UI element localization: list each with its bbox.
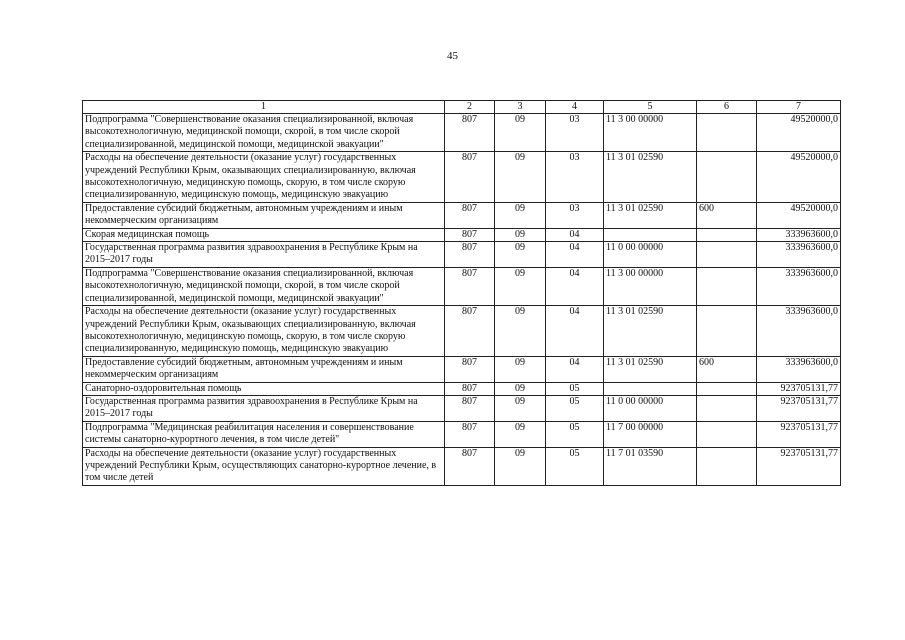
subsection-code-cell: 04: [546, 267, 604, 305]
expense-type-cell: [697, 152, 757, 203]
amount-cell: 49520000,0: [757, 114, 841, 152]
subsection-code-cell: 05: [546, 395, 604, 421]
amount-cell: 333963600,0: [757, 267, 841, 305]
header-row: [83, 101, 841, 114]
expense-type-cell: [697, 447, 757, 485]
grbs-code-cell: 807: [445, 228, 495, 241]
section-code-cell: 09: [495, 306, 546, 357]
table-row: [83, 202, 841, 228]
table-row: [83, 114, 841, 152]
expense-type-cell: [697, 382, 757, 395]
table-row: [83, 447, 841, 485]
target-article-cell: 11 0 00 00000: [604, 395, 697, 421]
section-code-cell: 09: [495, 395, 546, 421]
target-article-cell: 11 7 00 00000: [604, 421, 697, 447]
table-row: [83, 267, 841, 305]
amount-cell: 923705131,77: [757, 382, 841, 395]
subsection-code-cell: 03: [546, 114, 604, 152]
amount-cell: 333963600,0: [757, 228, 841, 241]
page-number: 45: [447, 50, 458, 62]
target-article-cell: 11 7 01 03590: [604, 447, 697, 485]
target-article-cell: [604, 228, 697, 241]
target-article-cell: 11 3 01 02590: [604, 152, 697, 203]
expense-type-cell: [697, 242, 757, 268]
table-row: [83, 421, 841, 447]
amount-cell: 49520000,0: [757, 202, 841, 228]
table-row: [83, 382, 841, 395]
table-row: [83, 395, 841, 421]
grbs-code-cell: 807: [445, 202, 495, 228]
target-article-cell: 11 3 01 02590: [604, 202, 697, 228]
target-article-cell: 11 3 01 02590: [604, 356, 697, 382]
grbs-code-cell: 807: [445, 421, 495, 447]
column-header: 1: [83, 101, 445, 114]
row-name-cell: Государственная программа развития здравоохранения в Республике Крым на 2015–2017 годы: [83, 242, 445, 268]
grbs-code-cell: 807: [445, 114, 495, 152]
table-row: [83, 356, 841, 382]
subsection-code-cell: 05: [546, 382, 604, 395]
row-name-cell: Санаторно-оздоровительная помощь: [83, 382, 445, 395]
target-article-cell: [604, 382, 697, 395]
column-header: 4: [546, 101, 604, 114]
grbs-code-cell: 807: [445, 382, 495, 395]
row-name-cell: Подпрограмма "Совершенствование оказания специализированной, включая высокотехнологичную, медицинской помощи, скорой, в том числе скорой специализированной, медицинской помощи, медицинской эвакуации": [83, 267, 445, 305]
column-header: 3: [495, 101, 546, 114]
amount-cell: 923705131,77: [757, 421, 841, 447]
column-header: 2: [445, 101, 495, 114]
subsection-code-cell: 03: [546, 152, 604, 203]
column-header: 7: [757, 101, 841, 114]
expense-type-cell: 600: [697, 356, 757, 382]
row-name-cell: Расходы на обеспечение деятельности (оказание услуг) государственных учреждений Республики Крым, осуществляющих санаторно-курортное лечение, в том числе детей: [83, 447, 445, 485]
amount-cell: 333963600,0: [757, 356, 841, 382]
amount-cell: 333963600,0: [757, 242, 841, 268]
subsection-code-cell: 04: [546, 228, 604, 241]
table-row: [83, 306, 841, 357]
table-row: [83, 152, 841, 203]
section-code-cell: 09: [495, 267, 546, 305]
section-code-cell: 09: [495, 382, 546, 395]
expense-type-cell: [697, 267, 757, 305]
column-header: 6: [697, 101, 757, 114]
expense-type-cell: [697, 421, 757, 447]
grbs-code-cell: 807: [445, 356, 495, 382]
row-name-cell: Подпрограмма "Совершенствование оказания специализированной, включая высокотехнологичную, медицинской помощи, скорой, в том числе скорой специализированной, медицинской помощи, медицинской эвакуации": [83, 114, 445, 152]
amount-cell: 923705131,77: [757, 395, 841, 421]
target-article-cell: 11 3 00 00000: [604, 114, 697, 152]
subsection-code-cell: 05: [546, 447, 604, 485]
column-header: 5: [604, 101, 697, 114]
section-code-cell: 09: [495, 447, 546, 485]
section-code-cell: 09: [495, 152, 546, 203]
section-code-cell: 09: [495, 202, 546, 228]
expense-type-cell: [697, 228, 757, 241]
grbs-code-cell: 807: [445, 447, 495, 485]
grbs-code-cell: 807: [445, 152, 495, 203]
section-code-cell: 09: [495, 356, 546, 382]
subsection-code-cell: 03: [546, 202, 604, 228]
row-name-cell: Предоставление субсидий бюджетным, автономным учреждениям и иным некоммерческим организациям: [83, 356, 445, 382]
row-name-cell: Подпрограмма "Медицинская реабилитация населения и совершенствование системы санаторно-курортного лечения, в том числе детей": [83, 421, 445, 447]
target-article-cell: 11 3 01 02590: [604, 306, 697, 357]
table-row: [83, 242, 841, 268]
budget-table: [82, 100, 841, 486]
subsection-code-cell: 05: [546, 421, 604, 447]
subsection-code-cell: 04: [546, 242, 604, 268]
grbs-code-cell: 807: [445, 267, 495, 305]
row-name-cell: Расходы на обеспечение деятельности (оказание услуг) государственных учреждений Республики Крым, оказывающих специализированную, включая высокотехнологичную, медицинскую помощь, скорую, в том числе скорую специализированную, медицинскую помощь, медицинскую эвакуацию: [83, 306, 445, 357]
section-code-cell: 09: [495, 421, 546, 447]
grbs-code-cell: 807: [445, 306, 495, 357]
grbs-code-cell: 807: [445, 242, 495, 268]
amount-cell: 923705131,77: [757, 447, 841, 485]
section-code-cell: 09: [495, 114, 546, 152]
subsection-code-cell: 04: [546, 306, 604, 357]
section-code-cell: 09: [495, 228, 546, 241]
subsection-code-cell: 04: [546, 356, 604, 382]
target-article-cell: 11 0 00 00000: [604, 242, 697, 268]
row-name-cell: Предоставление субсидий бюджетным, автономным учреждениям и иным некоммерческим организациям: [83, 202, 445, 228]
row-name-cell: Расходы на обеспечение деятельности (оказание услуг) государственных учреждений Республики Крым, оказывающих специализированную, включая высокотехнологичную, медицинскую помощь, скорую, в том числе скорую специализированную, медицинскую помощь, медицинскую эвакуацию: [83, 152, 445, 203]
expense-type-cell: 600: [697, 202, 757, 228]
amount-cell: 49520000,0: [757, 152, 841, 203]
grbs-code-cell: 807: [445, 395, 495, 421]
row-name-cell: Скорая медицинская помощь: [83, 228, 445, 241]
amount-cell: 333963600,0: [757, 306, 841, 357]
expense-type-cell: [697, 114, 757, 152]
expense-type-cell: [697, 395, 757, 421]
table-row: [83, 228, 841, 241]
expense-type-cell: [697, 306, 757, 357]
row-name-cell: Государственная программа развития здравоохранения в Республике Крым на 2015–2017 годы: [83, 395, 445, 421]
target-article-cell: 11 3 00 00000: [604, 267, 697, 305]
section-code-cell: 09: [495, 242, 546, 268]
